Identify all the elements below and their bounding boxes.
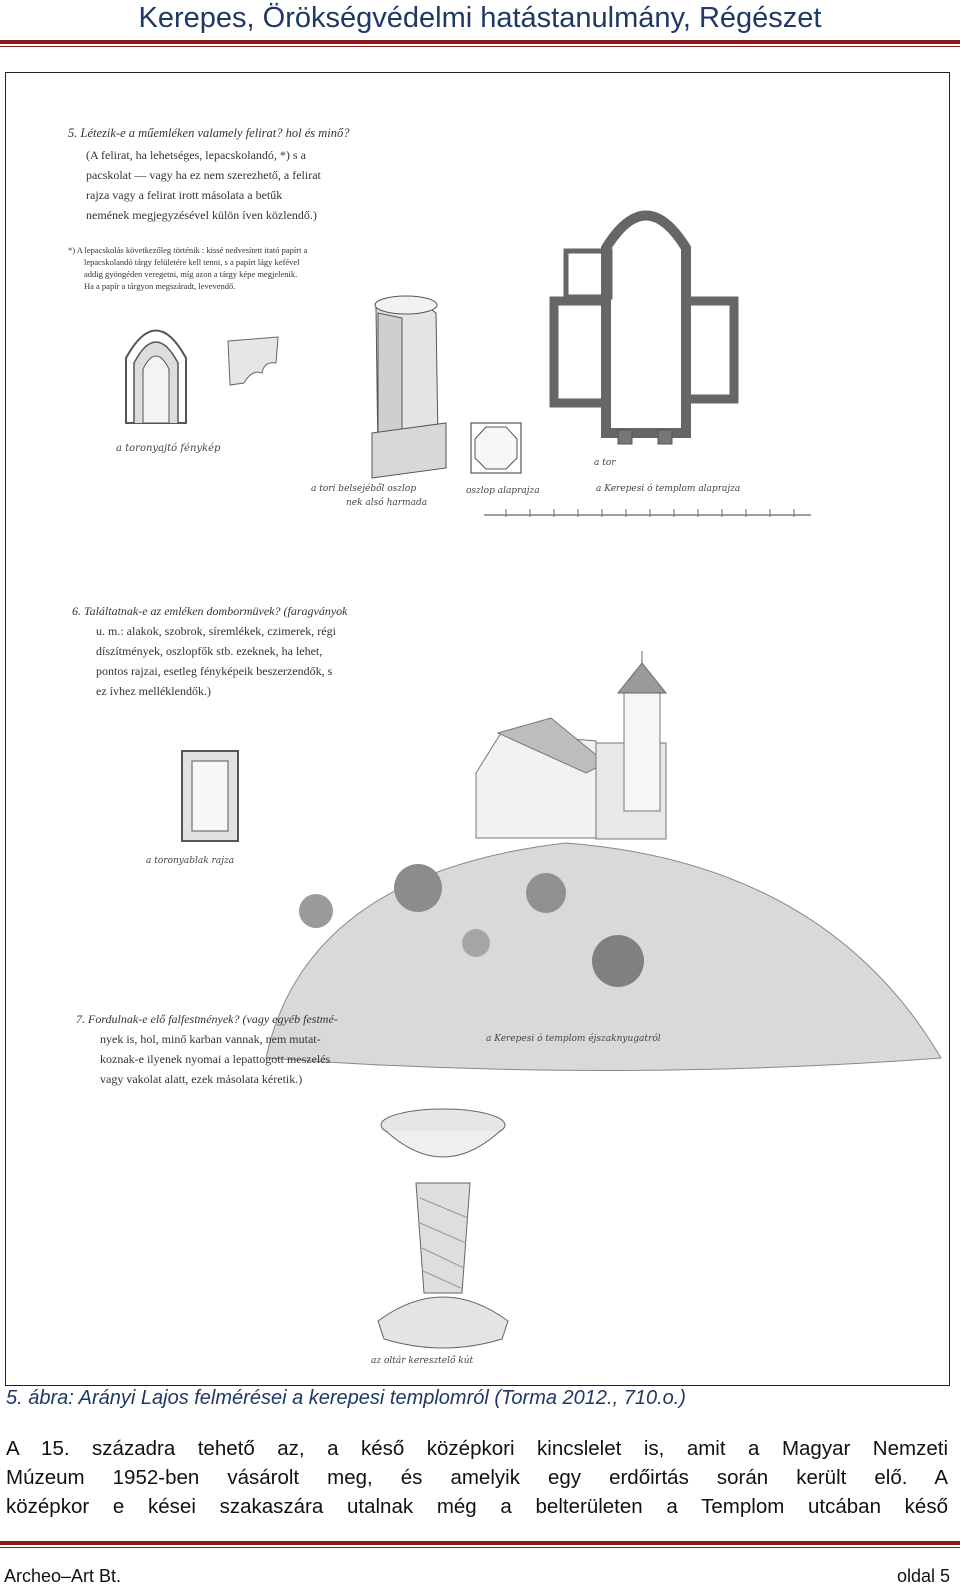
church-on-hill-drawing [266, 651, 941, 1071]
q6-line: ez ívhez melléklendők.) [96, 684, 211, 698]
q5-footnote: lepacskolandó tárgy felületére kell tenni, s a papírt lágy kefével [84, 257, 300, 267]
profile-fragment-drawing [228, 337, 278, 385]
q5-footnote: *) A lepacskolás következőleg történik : kissé nedvesített itató papírt a [68, 245, 308, 255]
q5-line: nemének megjegyzésével külön íven közlendő.) [86, 208, 317, 222]
header-rule [0, 40, 960, 44]
q6-line: u. m.: alakok, szobrok, síremlékek, czimerek, régi [96, 624, 336, 638]
survey-drawing-sheet [6, 73, 949, 1385]
label-floor-plan: a Kerepesi ó templom alaprajza [596, 484, 741, 494]
label-window: a toronyablak rajza [146, 856, 235, 866]
gothic-door-drawing [126, 331, 186, 424]
label-pillar: a tori belsejéből oszlop [311, 484, 417, 494]
q5-line: (A felirat, ha lehetséges, lepacskolandó, *) s a [86, 148, 306, 162]
q6-line: díszítmények, oszlopfők stb. ezeknek, ha lehet, [96, 644, 323, 658]
window-frame-drawing [182, 751, 238, 841]
body-line: középkor e kései szakaszára utalnak még a belterületen a Templom utcában késő [6, 1495, 948, 1518]
church-floor-plan-drawing [554, 216, 734, 445]
body-line: A 15. századra tehető az, a késő középkori kincslelet is, amit a Magyar Nemzeti [6, 1437, 948, 1460]
baptismal-font-drawing [378, 1109, 508, 1348]
footer-rule [0, 1541, 960, 1545]
q7-line: koznak-e ilyenek nyomai a lepattogott meszelés [100, 1052, 331, 1066]
scale-bar [484, 509, 811, 517]
q7-heading: 7. Fordulnak-e elő falfestmények? (vagy egyéb festmé- [76, 1012, 338, 1026]
figure-survey-drawings [5, 72, 950, 1386]
body-line: Múzeum 1952-ben vásárolt meg, és amelyik egy erdőirtás során került elő. A [6, 1466, 948, 1489]
figure-caption: 5. ábra: Arányi Lajos felmérései a kerepesi templomról (Torma 2012., 710.o.) [6, 1387, 686, 1409]
q6-heading: 6. Találtatnak-e az emléken dombormüvek? (faragványok [72, 604, 348, 618]
q5-line: pacskolat — vagy ha ez nem szerezhető, a felirat [86, 168, 321, 182]
q5-line: rajza vagy a felirat irott másolata a betűk [86, 188, 283, 202]
footer-company: Archeo–Art Bt. [4, 1566, 122, 1586]
q5-footnote: Ha a papír a tárgyon megszáradt, levevendő. [84, 281, 236, 291]
header-rule-thin [0, 46, 960, 47]
label-font: az oltár keresztelő kút [371, 1356, 474, 1366]
q6-line: pontos rajzai, esetleg fényképeik beszerzendők, s [96, 664, 333, 678]
pillar-section-drawing [471, 423, 521, 473]
q7-line: nyek is, hol, minő karban vannak, nem mutat- [100, 1032, 321, 1046]
label-door: a toronyajtó fénykép [116, 443, 221, 454]
label-church-view: a Kerepesi ó templom éjszaknyugatról [486, 1034, 661, 1044]
label-pillar-section: oszlop alaprajza [466, 486, 540, 496]
q7-line: vagy vakolat alatt, ezek másolata kéretik.) [100, 1072, 303, 1086]
label-plan-small: a tor [594, 458, 616, 468]
footer-page-number: oldal 5 [896, 1566, 950, 1586]
octagonal-pillar-drawing [372, 296, 446, 478]
q5-footnote: addig gyöngéden veregetni, míg azon a tárgy képe megjelenik. [84, 269, 298, 279]
label-pillar-2: nek alsó harmada [346, 498, 428, 508]
page-header-title: Kerepes, Örökségvédelmi hatástanulmány, Régészet [138, 2, 822, 34]
q5-heading: 5. Létezik-e a műemléken valamely felirat? hol és minő? [68, 126, 350, 140]
body-paragraph [6, 1434, 948, 1521]
footer-rule-thin [0, 1547, 960, 1548]
